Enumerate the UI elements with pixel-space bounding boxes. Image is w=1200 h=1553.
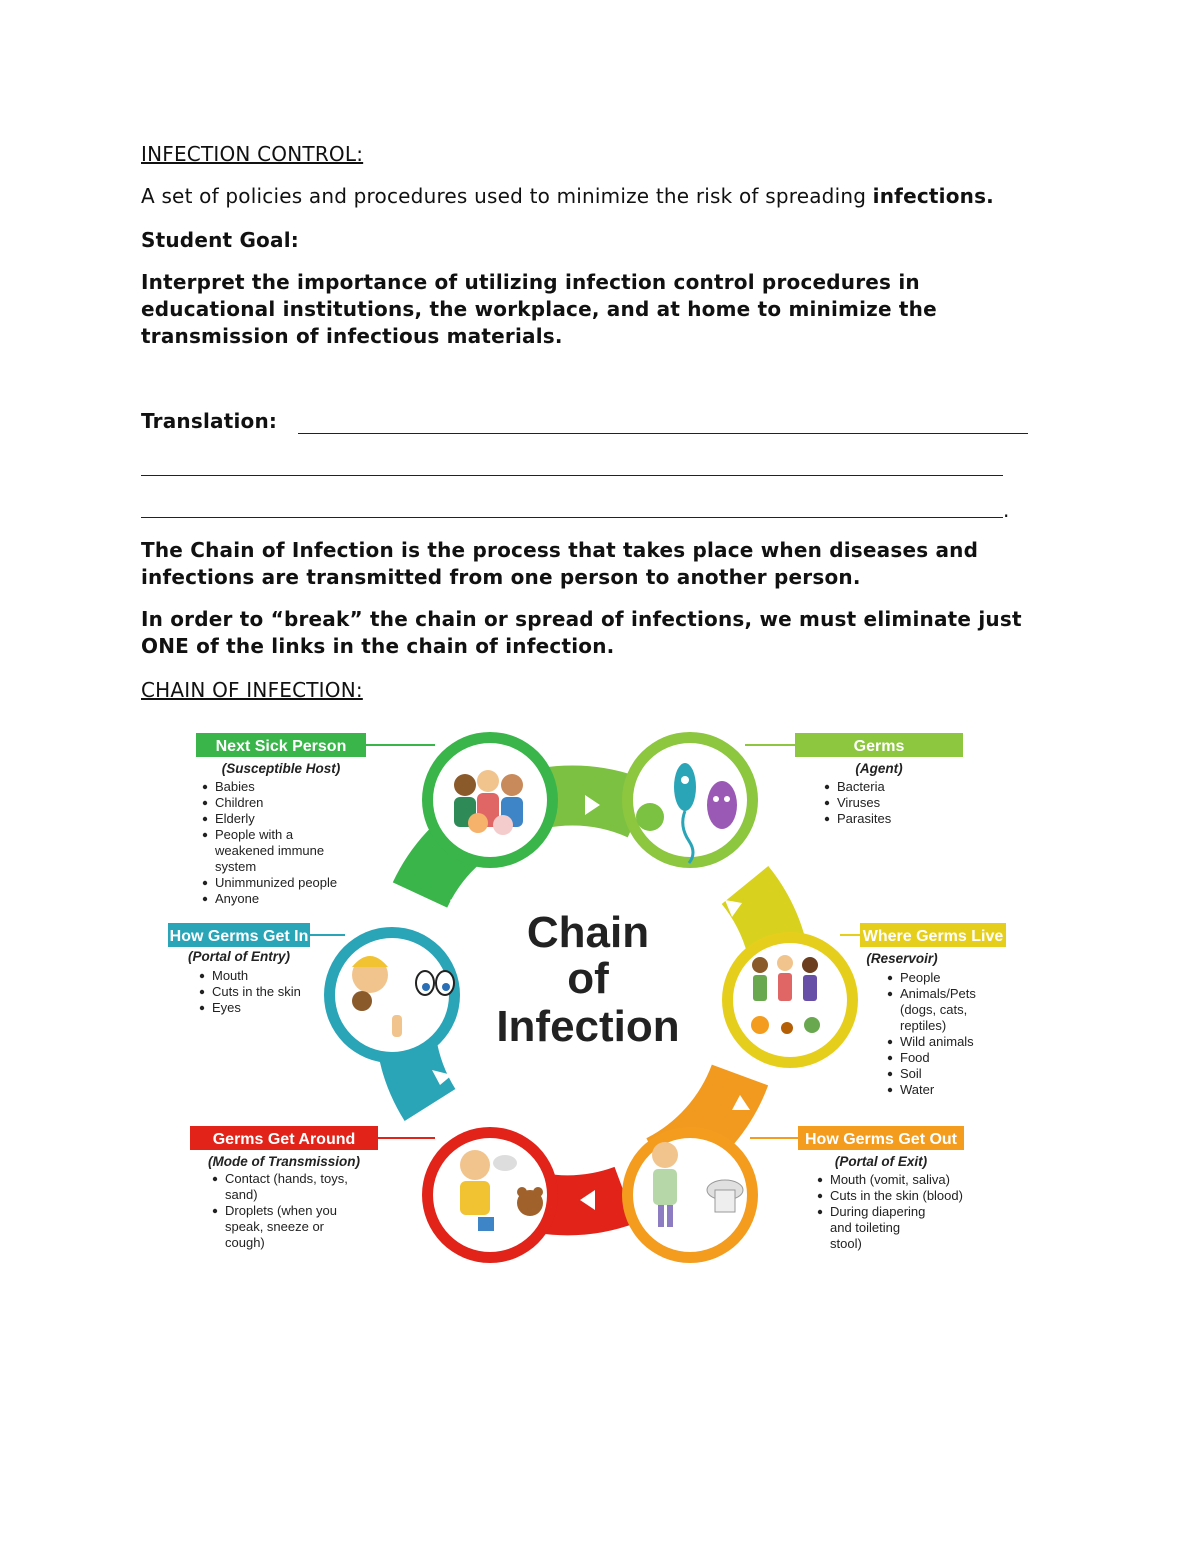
list-item: (dogs, cats, — [900, 1002, 968, 1017]
chain-description: The Chain of Infection is the process that takes place when diseases and infections are transmitted from one person to another person. — [141, 538, 979, 589]
list-item: and toileting — [830, 1220, 901, 1235]
list-item: Unimmunized people — [215, 875, 338, 890]
box-subtitle: (Mode of Transmission) — [207, 1154, 361, 1169]
list-item: system — [215, 859, 257, 874]
bullet-icon — [213, 1177, 217, 1181]
node-agent — [622, 732, 758, 868]
box-title: Germs — [853, 738, 905, 755]
list-item: Elderly — [215, 811, 255, 826]
translation-line-3 — [141, 517, 1003, 518]
people-group-icon — [454, 770, 523, 835]
box-reservoir — [860, 923, 1006, 1097]
list-item: Viruses — [837, 795, 881, 810]
list-item: Soil — [900, 1066, 922, 1081]
box-title: Next Sick Person — [215, 738, 347, 755]
list-item: cough) — [225, 1235, 265, 1250]
box-title: Where Germs Live — [862, 928, 1004, 945]
list-item: Mouth (vomit, saliva) — [830, 1172, 950, 1187]
list-item: Parasites — [837, 811, 892, 826]
center-title-3: Infection — [496, 1002, 680, 1051]
list-item: Children — [215, 795, 264, 810]
bullet-icon — [888, 992, 892, 996]
translation-line-2 — [141, 475, 1003, 476]
bullet-icon — [203, 897, 207, 901]
list-item: Contact (hands, toys, — [225, 1171, 348, 1186]
definition — [141, 183, 994, 210]
list-item: Animals/Pets — [900, 986, 976, 1001]
bullet-icon — [818, 1194, 822, 1198]
list-item: Bacteria — [837, 779, 885, 794]
box-subtitle: (Susceptible Host) — [221, 761, 341, 776]
list-item: speak, sneeze or — [225, 1219, 325, 1234]
chain-break-text: In order to “break” the chain or spread of infections, we must eliminate just ONE of the links in the chain of infection. — [141, 607, 1022, 658]
goal-heading: Student Goal: — [141, 228, 299, 252]
translation-label: Translation: — [141, 409, 278, 433]
bullet-icon — [888, 1072, 892, 1076]
node-susceptible-host — [422, 732, 558, 868]
bullet-icon — [200, 990, 204, 994]
list-item: During diapering — [830, 1204, 926, 1219]
node-portal-entry — [324, 927, 460, 1063]
definition-text: A set of policies and procedures used to minimize the risk of spreading — [141, 184, 873, 208]
list-item: Cuts in the skin (blood) — [830, 1188, 963, 1203]
chain-heading: CHAIN OF INFECTION: — [141, 678, 363, 702]
bullet-icon — [203, 833, 207, 837]
center-title-1: Chain — [526, 908, 650, 957]
box-title: Germs Get Around — [212, 1131, 356, 1148]
box-subtitle: (Agent) — [855, 761, 903, 776]
list-item: Babies — [215, 779, 255, 794]
box-portal-entry — [168, 923, 310, 1015]
list-item: Mouth — [212, 968, 249, 983]
list-item: Droplets (when you — [225, 1203, 337, 1218]
list-item: Anyone — [215, 891, 260, 906]
translation-period: . — [1003, 498, 1010, 522]
list-item: sand) — [225, 1187, 258, 1202]
bullet-icon — [825, 785, 829, 789]
list-item: Water — [900, 1082, 935, 1097]
goal-text: Interpret the importance of utilizing infection control procedures in educational institutions, the workplace, and at home to minimize the transmission of infectious materials. — [141, 270, 937, 348]
bullet-icon — [203, 785, 207, 789]
list-item: People with a — [215, 827, 294, 842]
bullet-icon — [818, 1210, 822, 1214]
node-transmission — [422, 1127, 558, 1263]
bullet-icon — [825, 817, 829, 821]
box-transmission — [190, 1126, 378, 1250]
box-subtitle: (Reservoir) — [866, 951, 938, 966]
bullet-icon — [888, 1056, 892, 1060]
page-heading: INFECTION CONTROL: — [141, 142, 364, 166]
list-item: reptiles) — [900, 1018, 947, 1033]
bullet-icon — [213, 1209, 217, 1213]
bullet-icon — [200, 1006, 204, 1010]
list-item: stool) — [830, 1236, 862, 1251]
translation-line-1 — [298, 433, 1028, 434]
list-item: Eyes — [212, 1000, 241, 1015]
box-agent — [795, 733, 963, 826]
definition-bold: infections. — [872, 184, 994, 208]
box-subtitle: (Portal of Entry) — [187, 949, 291, 964]
box-subtitle: (Portal of Exit) — [834, 1154, 928, 1169]
box-title: How Germs Get Out — [804, 1131, 958, 1148]
box-susceptible-host — [196, 733, 366, 906]
bullet-icon — [203, 881, 207, 885]
bullet-icon — [888, 1088, 892, 1092]
node-portal-exit — [622, 1127, 758, 1263]
bullet-icon — [203, 801, 207, 805]
bullet-icon — [825, 801, 829, 805]
box-title: How Germs Get In — [169, 928, 309, 945]
chain-of-infection-diagram — [160, 725, 1020, 1265]
list-item: Cuts in the skin — [212, 984, 301, 999]
center-title-2: of — [567, 954, 609, 1003]
node-reservoir — [722, 932, 858, 1068]
bullet-icon — [888, 1040, 892, 1044]
box-portal-exit — [798, 1126, 964, 1251]
bullet-icon — [888, 976, 892, 980]
bullet-icon — [203, 817, 207, 821]
list-item: Food — [900, 1050, 930, 1065]
bullet-icon — [818, 1178, 822, 1182]
list-item: People — [900, 970, 941, 985]
bullet-icon — [200, 974, 204, 978]
list-item: Wild animals — [900, 1034, 974, 1049]
list-item: weakened immune — [215, 843, 325, 858]
